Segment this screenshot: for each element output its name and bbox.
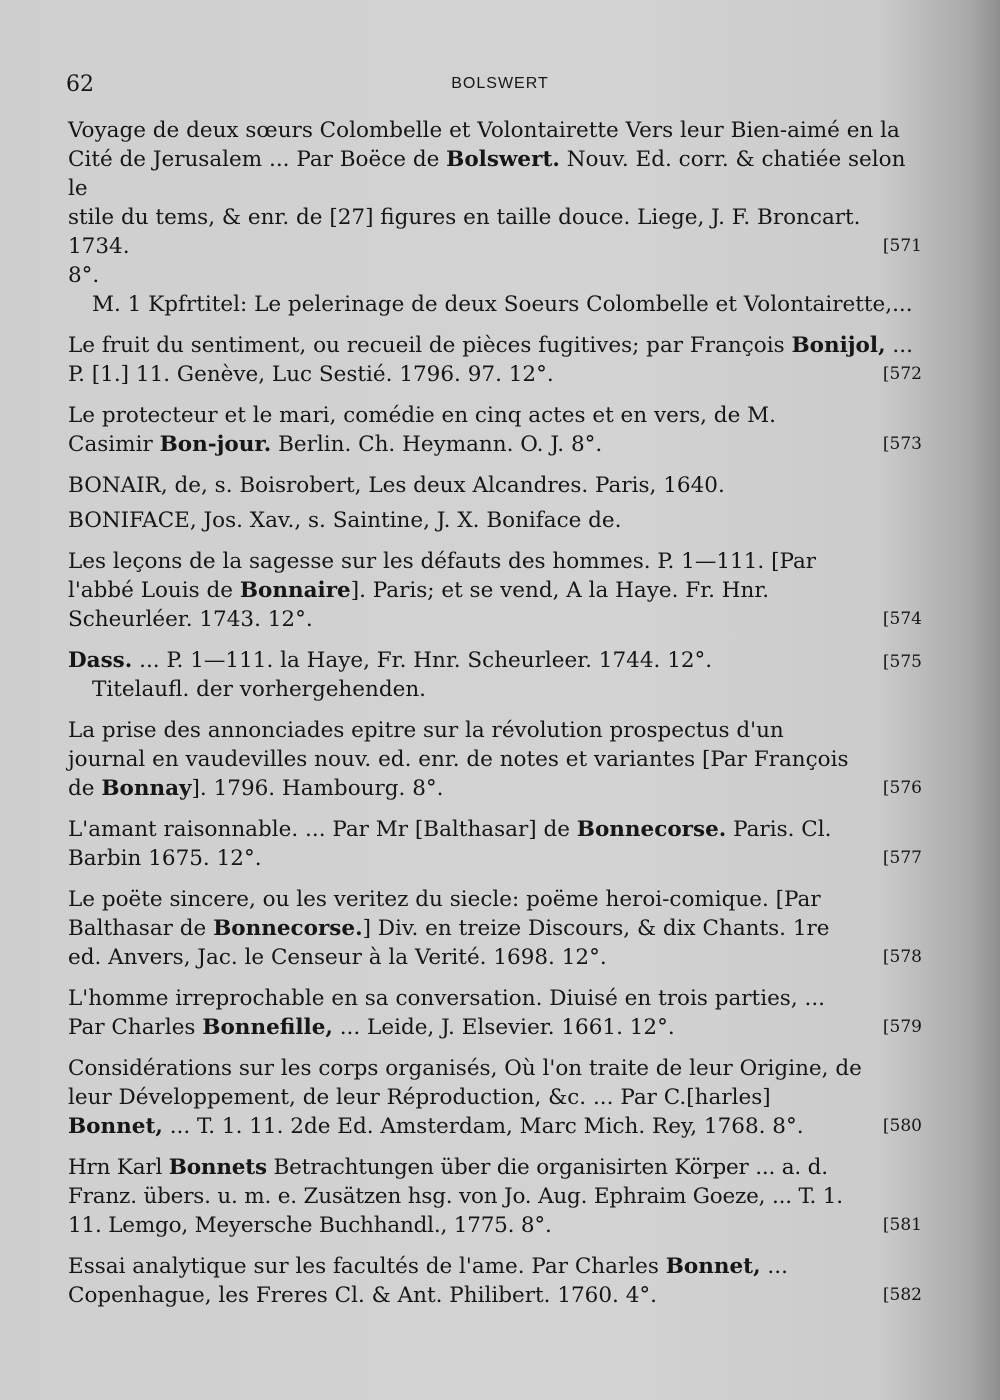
entry-579 — [68, 984, 924, 1042]
entry-note: Titelaufl. der vorhergehenden. — [92, 677, 427, 702]
entry-578 — [68, 885, 924, 972]
entry-text: Considérations sur les corps organisés, Où l'on traite de leur Origine, de leur Développement, de leur Réproduction, &c. ... Par C.[harles] Bonnet, ... T. 1. 11. 2de Ed. Amsterdam, Marc Mich. Rey, 1768. 8°. — [68, 1056, 862, 1139]
entry-number: [576 — [882, 778, 922, 798]
running-title: BOLSWERT — [451, 75, 549, 92]
page-number: 62 — [66, 72, 94, 97]
author-name: Bolswert. — [446, 147, 560, 172]
bibliography-entries — [68, 116, 924, 1322]
entry-number: [574 — [882, 609, 922, 629]
entry-text: La prise des annonciades epitre sur la révolution prospectus d'un journal en vaudevilles nouv. ed. enr. de notes et variantes [Par François de Bonnay]. 1796. Hambourg. 8°. — [68, 718, 849, 801]
author-name: Dass. — [68, 648, 133, 673]
entry-text: Essai analytique sur les facultés de l'ame. Par Charles Bonnet, ... Copenhague, les Freres Cl. & Ant. Philibert. 1760. 4°. — [68, 1254, 788, 1308]
entry-text: Le protecteur et le mari, comédie en cinq actes et en vers, de M. Casimir Bon-jour. Berlin. Ch. Heymann. O. J. 8°. — [68, 403, 776, 457]
entry-number: [582 — [882, 1285, 922, 1305]
entry-575 — [68, 646, 924, 704]
entry-572 — [68, 331, 924, 389]
author-name: Bonijol, — [791, 333, 886, 358]
author-name: Bonnet, — [665, 1254, 761, 1279]
entry-text: L'amant raisonnable. ... Par Mr [Balthasar] de Bonnecorse. Paris. Cl. Barbin 1675. 12°. — [68, 817, 832, 871]
entry-number: [578 — [882, 947, 922, 967]
entry-text: BONAIR, de, s. Boisrobert, Les deux Alcandres. Paris, 1640. — [68, 473, 725, 498]
entry-text: BONIFACE, Jos. Xav., s. Saintine, J. X. Boniface de. — [68, 508, 622, 533]
entry-number: [575 — [882, 652, 922, 672]
entry-number: [580 — [882, 1116, 922, 1136]
entry-text: Le fruit du sentiment, ou recueil de pièces fugitives; par François Bonijol, ... P. [1.] 11. Genève, Luc Sestié. 1796. 97. 12°. — [68, 333, 913, 387]
entry-577 — [68, 815, 924, 873]
entry-text: Hrn Karl Bonnets Betrachtungen über die organisirten Körper ... a. d. Franz. übers. u. m. e. Zusätzen hsg. von Jo. Aug. Ephraim Goeze, ... T. 1. 11. Lemgo, Meyersche Buchhandl., 1775. 8°. — [68, 1155, 843, 1238]
author-name: Bonnets — [168, 1155, 267, 1180]
entry-582 — [68, 1252, 924, 1310]
author-name: Bonnecorse. — [213, 916, 363, 941]
author-name: Bon-jour. — [159, 432, 272, 457]
entry-580 — [68, 1054, 924, 1141]
entry-number: [579 — [882, 1017, 922, 1037]
entry-number: [571 — [882, 236, 922, 256]
entry-571 — [68, 116, 924, 319]
cross-reference-bonair — [68, 471, 924, 500]
author-name: Bonnaire — [239, 578, 351, 603]
entry-text: Dass. ... P. 1—111. la Haye, Fr. Hnr. Scheurleer. 1744. 12°. — [68, 648, 713, 673]
entry-number: [572 — [882, 364, 922, 384]
entry-text: L'homme irreprochable en sa conversation. Diuisé en trois parties, ... Par Charles Bonnefille, ... Leide, J. Elsevier. 1661. 12°. — [68, 986, 825, 1040]
author-name: Bonnecorse. — [576, 817, 727, 842]
entry-text: Les leçons de la sagesse sur les défauts des hommes. P. 1—111. [Par l'abbé Louis de Bonnaire]. Paris; et se vend, A la Haye. Fr. Hnr. Scheurléer. 1743. 12°. — [68, 549, 817, 632]
entry-note: M. 1 Kpfrtitel: Le pelerinage de deux Soeurs Colombelle et Volontairette,... — [92, 292, 913, 317]
entry-text: Voyage de deux sœurs Colombelle et Volontairette Vers leur Bien-aimé en la Cité de Jerusalem ... Par Boëce de Bolswert. Nouv. Ed. corr. & chatiée selon le stile du tems, & enr. de [27] figures en taille douce. Liege, J. F. Broncart. 1734. 8°. — [68, 118, 906, 288]
entry-581 — [68, 1153, 924, 1240]
entry-number: [581 — [882, 1215, 922, 1235]
entry-text: Le poëte sincere, ou les veritez du siecle: poëme heroi-comique. [Par Balthasar de Bonnecorse.] Div. en treize Discours, & dix Chants. 1re ed. Anvers, Jac. le Censeur à la Verité. 1698. 12°. — [68, 887, 830, 970]
entry-574 — [68, 547, 924, 634]
cross-reference-boniface — [68, 506, 924, 535]
entry-number: [577 — [882, 848, 922, 868]
entry-576 — [68, 716, 924, 803]
author-name: Bonnet, — [68, 1114, 163, 1139]
entry-573 — [68, 401, 924, 459]
author-name: Bonnay — [101, 776, 192, 801]
entry-number: [573 — [882, 434, 922, 454]
author-name: Bonnefille, — [202, 1015, 333, 1040]
